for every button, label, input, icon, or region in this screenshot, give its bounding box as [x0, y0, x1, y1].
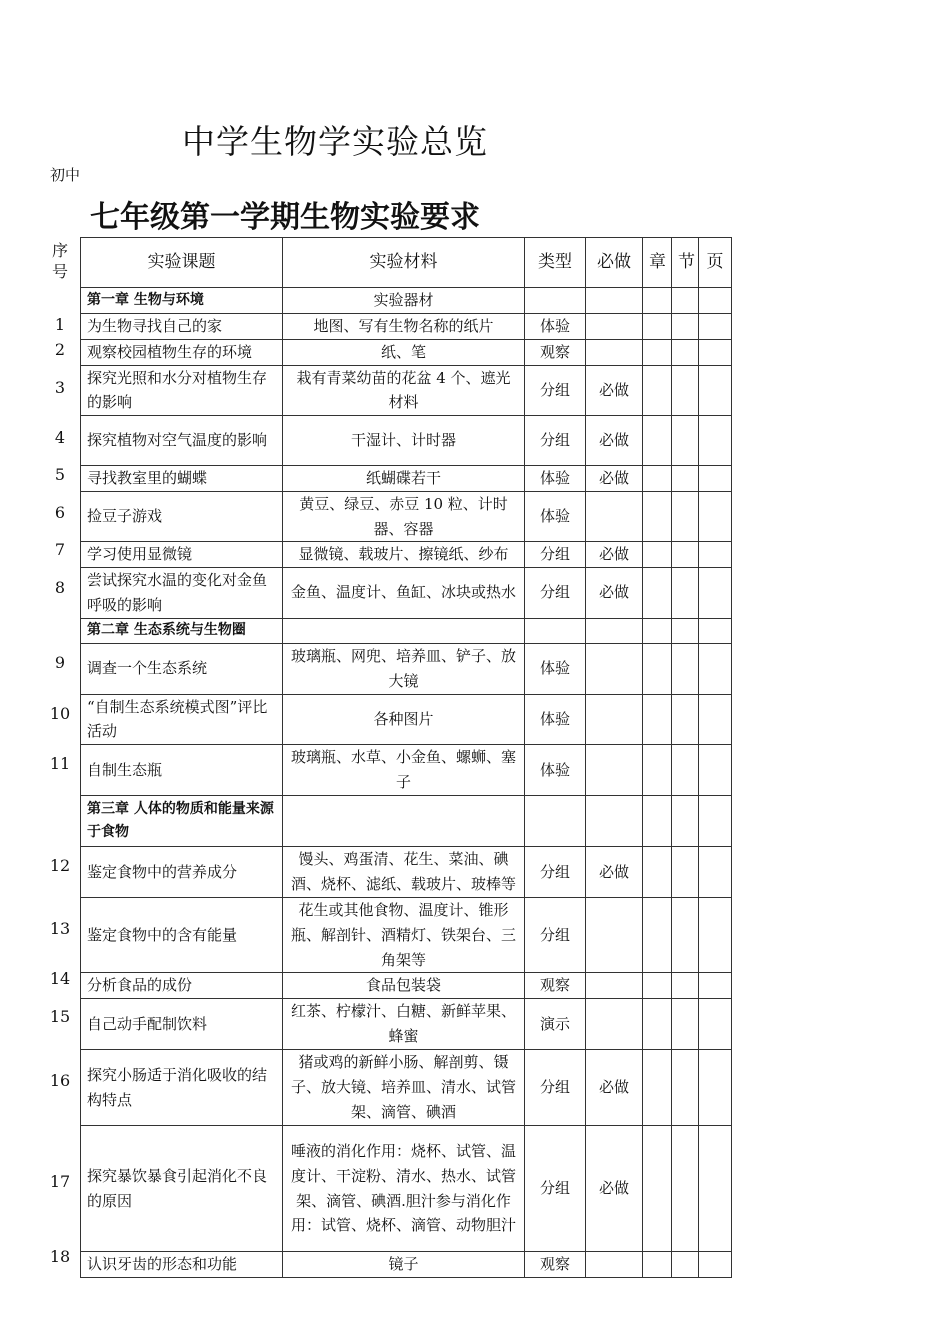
cell-required: 必做 [586, 847, 643, 898]
cell-page [699, 694, 732, 745]
row-seq-number [42, 790, 78, 841]
cell-required [586, 796, 643, 847]
header-materials: 实验材料 [283, 238, 525, 288]
cell-materials: 馒头、鸡蛋清、花生、菜油、碘酒、烧杯、滤纸、载玻片、玻棒等 [283, 847, 525, 898]
cell-type [525, 618, 586, 643]
cell-chapter [643, 796, 672, 847]
row-seq-number: 12 [49, 856, 71, 876]
table-row [81, 339, 732, 365]
cell-materials: 唾液的消化作用：烧杯、试管、温度计、干淀粉、清水、热水、试管架、滴管、碘酒.胆汁参与消化作用：试管、烧杯、滴管、动物胆汁 [283, 1126, 525, 1252]
cell-topic: “自制生态系统模式图”评比活动 [81, 694, 283, 745]
table-row [81, 847, 732, 898]
cell-chapter [643, 1252, 672, 1278]
cell-required: 必做 [586, 1126, 643, 1252]
section-title: 七年级第一学期生物实验要求 [90, 200, 480, 235]
cell-chapter [643, 643, 672, 694]
table-row [81, 745, 732, 796]
cell-section [672, 694, 699, 745]
school-level-label: 初中 [50, 166, 81, 184]
cell-required [586, 973, 643, 999]
table-row [81, 1126, 732, 1252]
row-seq-number: 13 [49, 919, 71, 939]
row-seq-number: 15 [49, 1007, 71, 1027]
cell-chapter [643, 999, 672, 1050]
table-row [81, 466, 732, 492]
cell-required [586, 999, 643, 1050]
row-seq-number: 17 [49, 1171, 71, 1191]
cell-section [672, 973, 699, 999]
cell-type: 体验 [525, 491, 586, 542]
cell-section [672, 643, 699, 694]
row-seq-number: 1 [54, 315, 66, 335]
cell-chapter [643, 1126, 672, 1252]
experiment-table [80, 237, 732, 1278]
cell-required [586, 745, 643, 796]
cell-page [699, 898, 732, 973]
cell-section [672, 466, 699, 492]
cell-required [586, 491, 643, 542]
cell-required: 必做 [586, 542, 643, 568]
document-title: 中学生物学实验总览 [182, 122, 488, 161]
cell-page [699, 568, 732, 619]
table-row [81, 568, 732, 619]
cell-page [699, 1126, 732, 1252]
cell-page [699, 643, 732, 694]
row-seq-number: 16 [49, 1070, 71, 1090]
cell-topic: 认识牙齿的形态和功能 [81, 1252, 283, 1278]
row-seq-number: 10 [49, 703, 71, 723]
row-seq-number [42, 287, 78, 313]
cell-topic: 鉴定食物中的含有能量 [81, 898, 283, 973]
cell-required [586, 339, 643, 365]
cell-materials: 纸、笔 [283, 339, 525, 365]
cell-section [672, 288, 699, 314]
cell-page [699, 1252, 732, 1278]
cell-required: 必做 [586, 568, 643, 619]
table-row [81, 973, 732, 999]
cell-topic: 第一章 生物与环境 [81, 288, 283, 314]
cell-required [586, 898, 643, 973]
cell-page [699, 1050, 732, 1126]
cell-section [672, 314, 699, 340]
cell-chapter [643, 466, 672, 492]
cell-topic: 捡豆子游戏 [81, 491, 283, 542]
cell-type: 体验 [525, 314, 586, 340]
cell-section [672, 999, 699, 1050]
cell-materials: 食品包装袋 [283, 973, 525, 999]
table-row [81, 491, 732, 542]
cell-materials: 纸蝴碟若干 [283, 466, 525, 492]
cell-topic: 鉴定食物中的营养成分 [81, 847, 283, 898]
cell-type: 分组 [525, 542, 586, 568]
cell-materials: 花生或其他食物、温度计、锥形瓶、解剖针、酒精灯、铁架台、三角架等 [283, 898, 525, 973]
cell-type: 观察 [525, 1252, 586, 1278]
cell-section [672, 365, 699, 416]
cell-page [699, 973, 732, 999]
cell-chapter [643, 1050, 672, 1126]
cell-section [672, 1050, 699, 1126]
cell-topic: 学习使用显微镜 [81, 542, 283, 568]
cell-chapter [643, 847, 672, 898]
cell-chapter [643, 416, 672, 466]
cell-type: 分组 [525, 1126, 586, 1252]
cell-section [672, 542, 699, 568]
chapter-heading-row [81, 618, 732, 643]
cell-materials: 各种图片 [283, 694, 525, 745]
row-seq-number: 18 [49, 1247, 71, 1267]
cell-chapter [643, 694, 672, 745]
cell-topic: 第三章 人体的物质和能量来源于食物 [81, 796, 283, 847]
cell-section [672, 1126, 699, 1252]
cell-chapter [643, 973, 672, 999]
cell-page [699, 999, 732, 1050]
cell-materials: 实验器材 [283, 288, 525, 314]
header-page: 页 [699, 238, 732, 288]
header-chapter: 章 [643, 238, 672, 288]
cell-chapter [643, 288, 672, 314]
cell-type: 观察 [525, 973, 586, 999]
cell-materials: 玻璃瓶、网兜、培养皿、铲子、放大镜 [283, 643, 525, 694]
table-row [81, 314, 732, 340]
cell-chapter [643, 314, 672, 340]
header-section: 节 [672, 238, 699, 288]
cell-page [699, 416, 732, 466]
table-row [81, 365, 732, 416]
cell-type: 观察 [525, 339, 586, 365]
table-row [81, 999, 732, 1050]
cell-page [699, 796, 732, 847]
cell-materials: 显微镜、载玻片、擦镜纸、纱布 [283, 542, 525, 568]
cell-page [699, 288, 732, 314]
row-seq-number: 7 [54, 540, 66, 560]
cell-chapter [643, 339, 672, 365]
cell-type: 分组 [525, 365, 586, 416]
cell-type: 体验 [525, 694, 586, 745]
cell-required [586, 694, 643, 745]
header-required: 必做 [586, 238, 643, 288]
table-row [81, 416, 732, 466]
cell-required [586, 618, 643, 643]
cell-section [672, 796, 699, 847]
cell-topic: 寻找教室里的蝴蝶 [81, 466, 283, 492]
cell-topic: 探究暴饮暴食引起消化不良的原因 [81, 1126, 283, 1252]
cell-materials: 红茶、柠檬汁、白糖、新鲜苹果、蜂蜜 [283, 999, 525, 1050]
cell-chapter [643, 618, 672, 643]
cell-type: 体验 [525, 643, 586, 694]
cell-materials: 猪或鸡的新鲜小肠、解剖剪、镊子、放大镜、培养皿、清水、试管架、滴管、碘酒 [283, 1050, 525, 1126]
cell-page [699, 365, 732, 416]
cell-page [699, 339, 732, 365]
cell-required: 必做 [586, 466, 643, 492]
row-seq-number: 9 [54, 653, 66, 673]
cell-materials: 镜子 [283, 1252, 525, 1278]
cell-section [672, 618, 699, 643]
table-row [81, 1252, 732, 1278]
cell-topic: 探究小肠适于消化吸收的结构特点 [81, 1050, 283, 1126]
cell-required: 必做 [586, 1050, 643, 1126]
cell-materials: 栽有青菜幼苗的花盆 4 个、遮光材料 [283, 365, 525, 416]
header-topic: 实验课题 [81, 238, 283, 288]
row-seq-number: 3 [54, 377, 66, 397]
table-row [81, 694, 732, 745]
cell-materials [283, 796, 525, 847]
cell-materials: 黄豆、绿豆、赤豆 10 粒、计时器、容器 [283, 491, 525, 542]
cell-section [672, 568, 699, 619]
cell-topic: 尝试探究水温的变化对金鱼呼吸的影响 [81, 568, 283, 619]
cell-topic: 为生物寻找自己的家 [81, 314, 283, 340]
cell-type [525, 288, 586, 314]
cell-required: 必做 [586, 416, 643, 466]
cell-section [672, 491, 699, 542]
cell-section [672, 339, 699, 365]
cell-page [699, 745, 732, 796]
cell-required: 必做 [586, 365, 643, 416]
cell-required [586, 1252, 643, 1278]
cell-topic: 调查一个生态系统 [81, 643, 283, 694]
row-seq-number: 4 [54, 427, 66, 447]
cell-chapter [643, 542, 672, 568]
cell-topic: 自制生态瓶 [81, 745, 283, 796]
cell-type: 体验 [525, 466, 586, 492]
cell-chapter [643, 568, 672, 619]
cell-section [672, 416, 699, 466]
cell-chapter [643, 898, 672, 973]
chapter-heading-row [81, 288, 732, 314]
cell-page [699, 466, 732, 492]
cell-topic: 第二章 生态系统与生物圈 [81, 618, 283, 643]
cell-materials: 玻璃瓶、水草、小金鱼、螺蛳、塞子 [283, 745, 525, 796]
cell-chapter [643, 365, 672, 416]
cell-materials: 地图、写有生物名称的纸片 [283, 314, 525, 340]
cell-type: 体验 [525, 745, 586, 796]
chapter-heading-row [81, 796, 732, 847]
cell-page [699, 314, 732, 340]
cell-type: 演示 [525, 999, 586, 1050]
cell-topic: 自己动手配制饮料 [81, 999, 283, 1050]
cell-materials [283, 618, 525, 643]
cell-page [699, 618, 732, 643]
cell-topic: 探究植物对空气温度的影响 [81, 416, 283, 466]
row-seq-number: 8 [54, 577, 66, 597]
cell-type [525, 796, 586, 847]
table-row [81, 643, 732, 694]
row-seq-number: 2 [54, 340, 66, 360]
header-type: 类型 [525, 238, 586, 288]
cell-topic: 观察校园植物生存的环境 [81, 339, 283, 365]
cell-required [586, 643, 643, 694]
row-seq-number: 14 [49, 969, 71, 989]
row-seq-number: 5 [54, 465, 66, 485]
cell-materials: 金鱼、温度计、鱼缸、冰块或热水 [283, 568, 525, 619]
cell-section [672, 847, 699, 898]
cell-type: 分组 [525, 416, 586, 466]
cell-page [699, 491, 732, 542]
cell-page [699, 847, 732, 898]
cell-chapter [643, 491, 672, 542]
cell-materials: 干湿计、计时器 [283, 416, 525, 466]
cell-page [699, 542, 732, 568]
row-seq-number: 11 [49, 754, 71, 774]
table-header-row [81, 238, 732, 288]
header-seq: 序号 [51, 241, 68, 281]
cell-type: 分组 [525, 1050, 586, 1126]
cell-section [672, 745, 699, 796]
cell-topic: 探究光照和水分对植物生存的影响 [81, 365, 283, 416]
row-seq-number: 6 [54, 502, 66, 522]
cell-required [586, 314, 643, 340]
cell-section [672, 898, 699, 973]
cell-topic: 分析食品的成份 [81, 973, 283, 999]
table-row [81, 898, 732, 973]
row-seq-number [42, 613, 78, 638]
table-row [81, 1050, 732, 1126]
cell-chapter [643, 745, 672, 796]
cell-required [586, 288, 643, 314]
table-row [81, 542, 732, 568]
cell-type: 分组 [525, 568, 586, 619]
cell-type: 分组 [525, 847, 586, 898]
cell-section [672, 1252, 699, 1278]
cell-type: 分组 [525, 898, 586, 973]
